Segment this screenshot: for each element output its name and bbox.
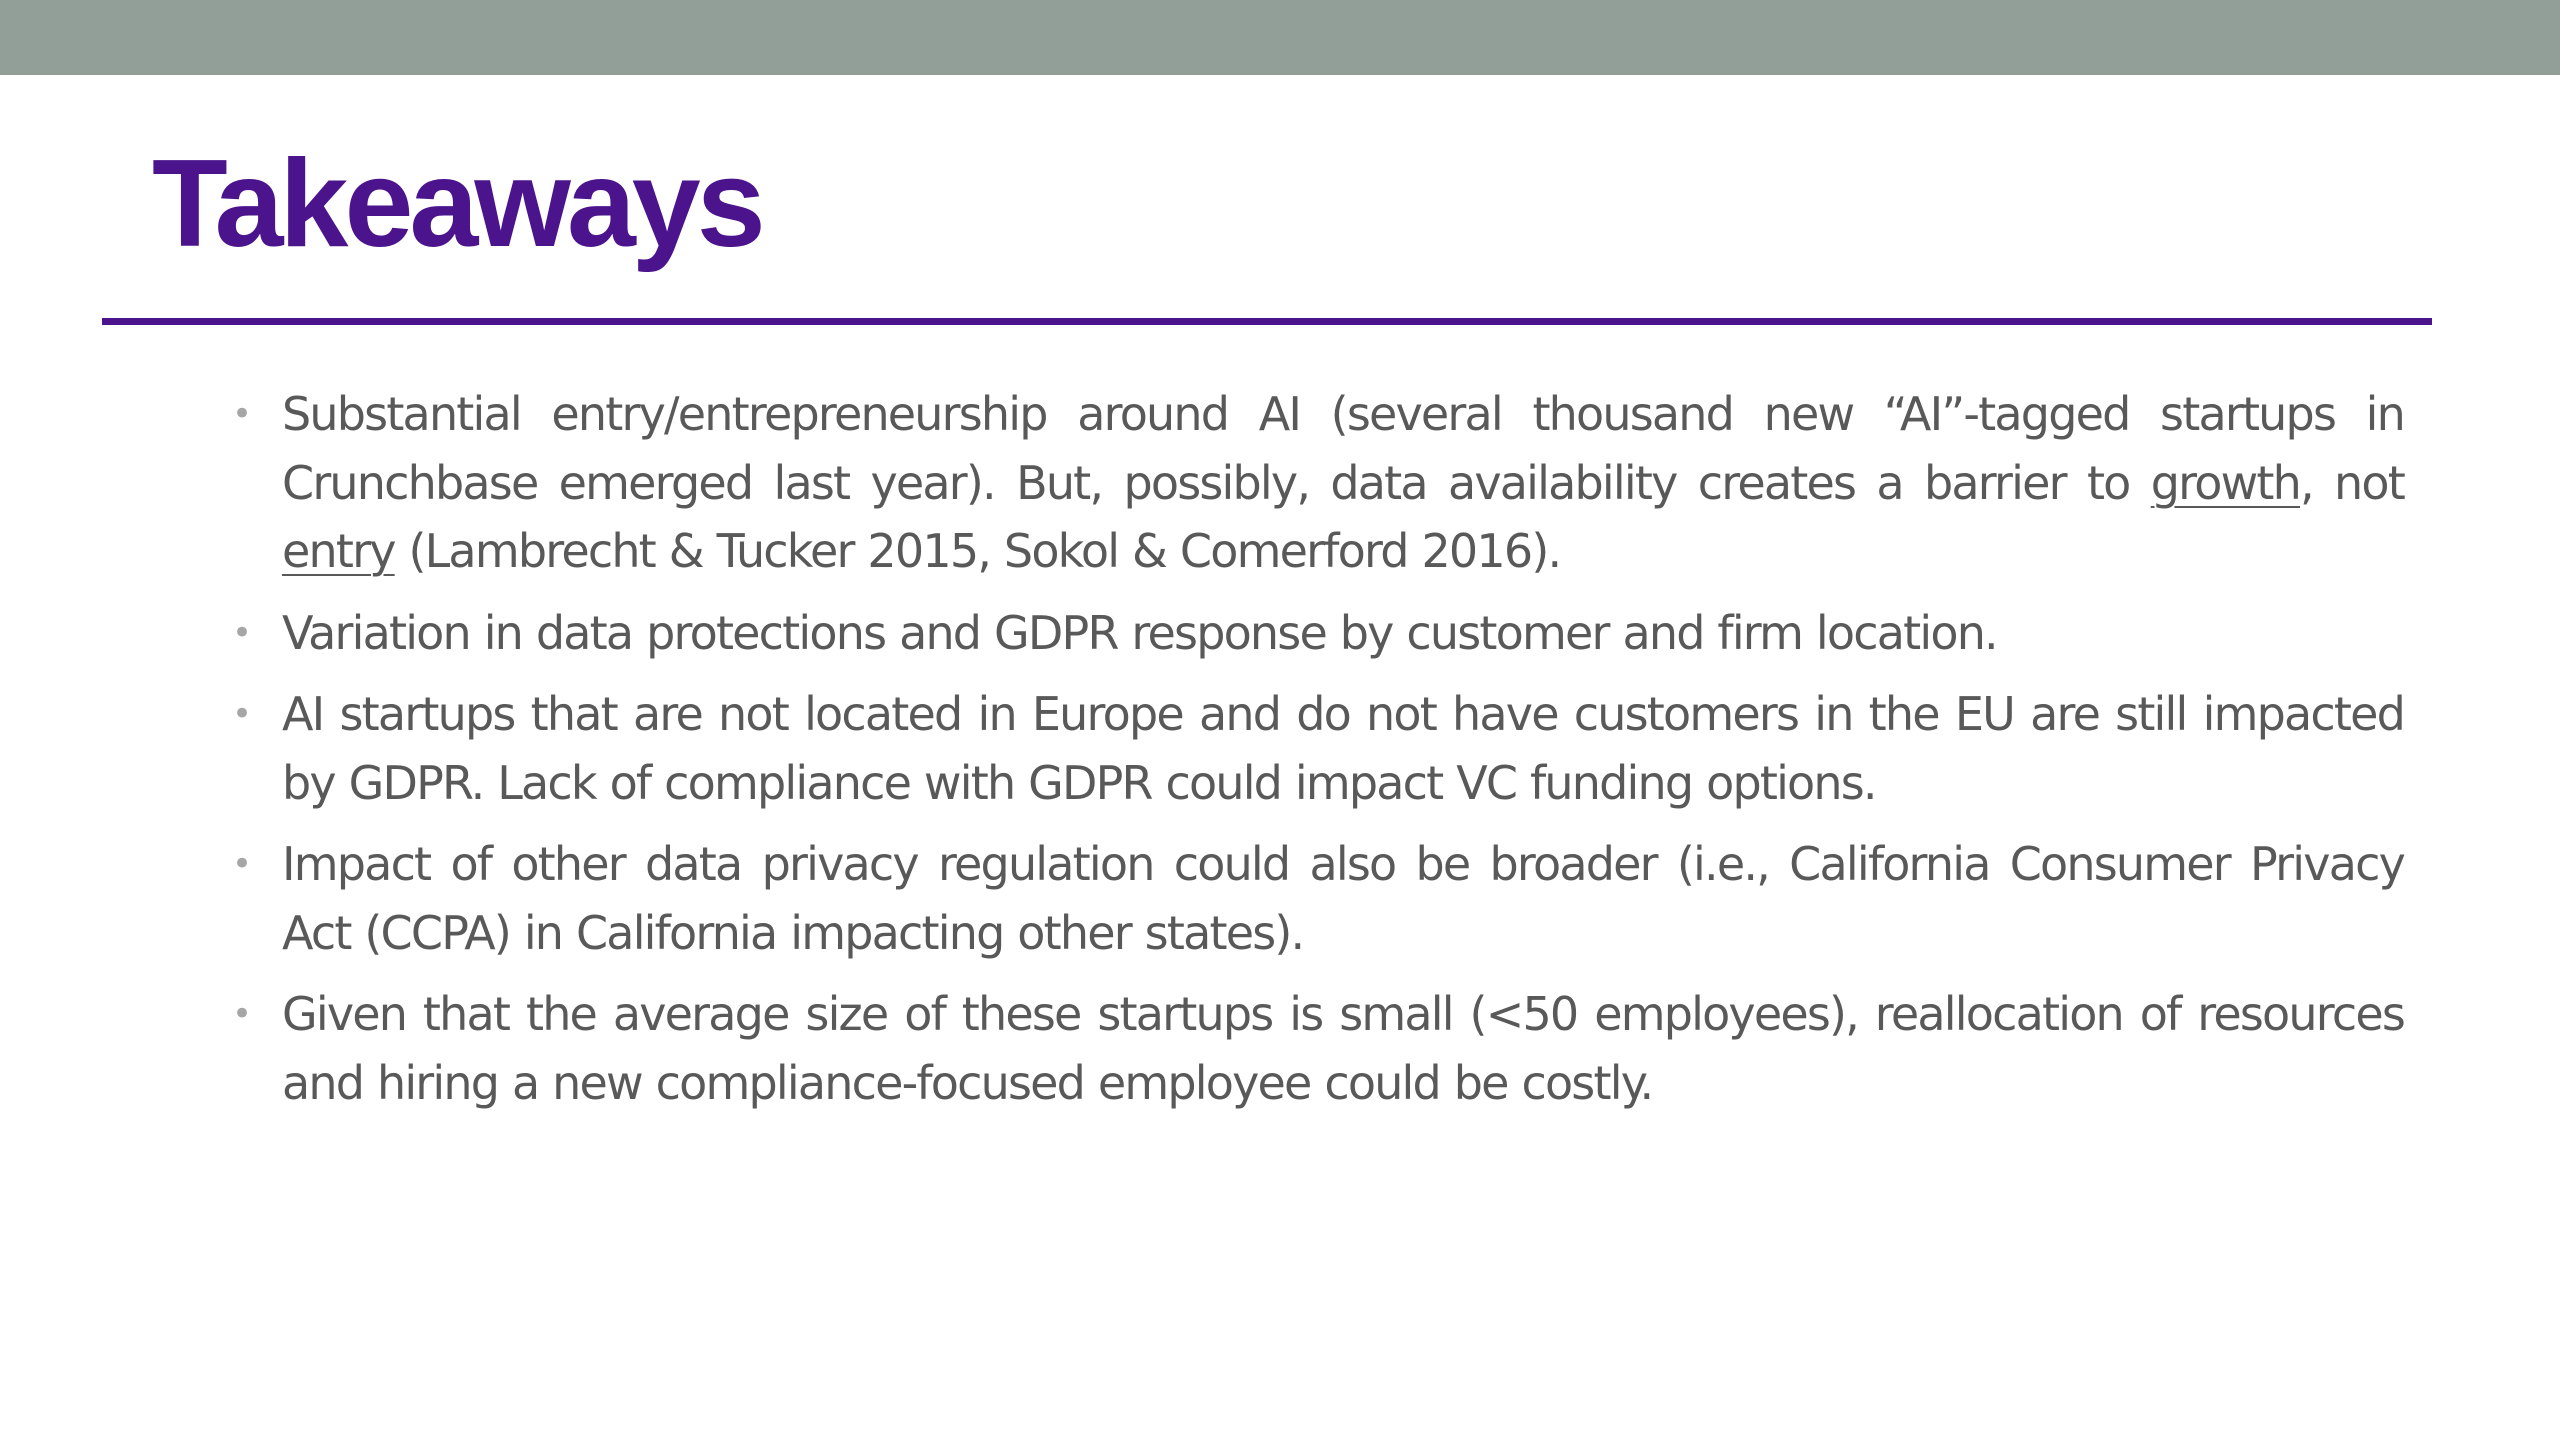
bullet-item xyxy=(232,380,2404,586)
bullet-text: Variation in data protections and GDPR response by customer and firm location. xyxy=(282,605,1997,660)
slide-title: Takeaways xyxy=(152,135,762,273)
underlined-term-growth: growth xyxy=(2150,455,2301,510)
bullet-text: , not xyxy=(2300,455,2404,510)
bullet-item xyxy=(232,599,2404,668)
bullet-dot-icon: • xyxy=(232,612,251,653)
bullet-text: Impact of other data privacy regulation could also be broader (i.e., California Consumer Privacy Act (CCPA) in California impacting other states). xyxy=(282,837,2404,960)
bullet-item xyxy=(232,980,2404,1117)
bullet-text: (Lambrecht & Tucker 2015, Sokol & Comerford 2016). xyxy=(394,524,1561,578)
bullet-item xyxy=(232,830,2404,967)
bullet-list xyxy=(232,380,2404,1130)
bullet-dot-icon: • xyxy=(232,694,251,734)
bullet-text: Substantial entry/entrepreneurship around AI (several thousand new “AI”-tagged startups in Crunchbase emerged last year). But, possibly, data availability creates a barrier to xyxy=(282,387,2404,510)
top-band xyxy=(0,0,2560,75)
bullet-item xyxy=(232,680,2404,817)
underlined-term-entry: entry xyxy=(282,524,395,578)
bullet-text: Given that the average size of these startups is small (<50 employees), reallocation of resources and hiring a new compliance-focused employee could be costly. xyxy=(282,987,2404,1110)
bullet-text: AI startups that are not located in Europe and do not have customers in the EU are still impacted by GDPR. Lack of compliance with GDPR could impact VC funding options. xyxy=(282,687,2404,810)
title-divider xyxy=(102,318,2432,325)
bullet-dot-icon: • xyxy=(232,994,251,1034)
bullet-dot-icon: • xyxy=(232,844,251,884)
bullet-dot-icon: • xyxy=(232,394,251,434)
